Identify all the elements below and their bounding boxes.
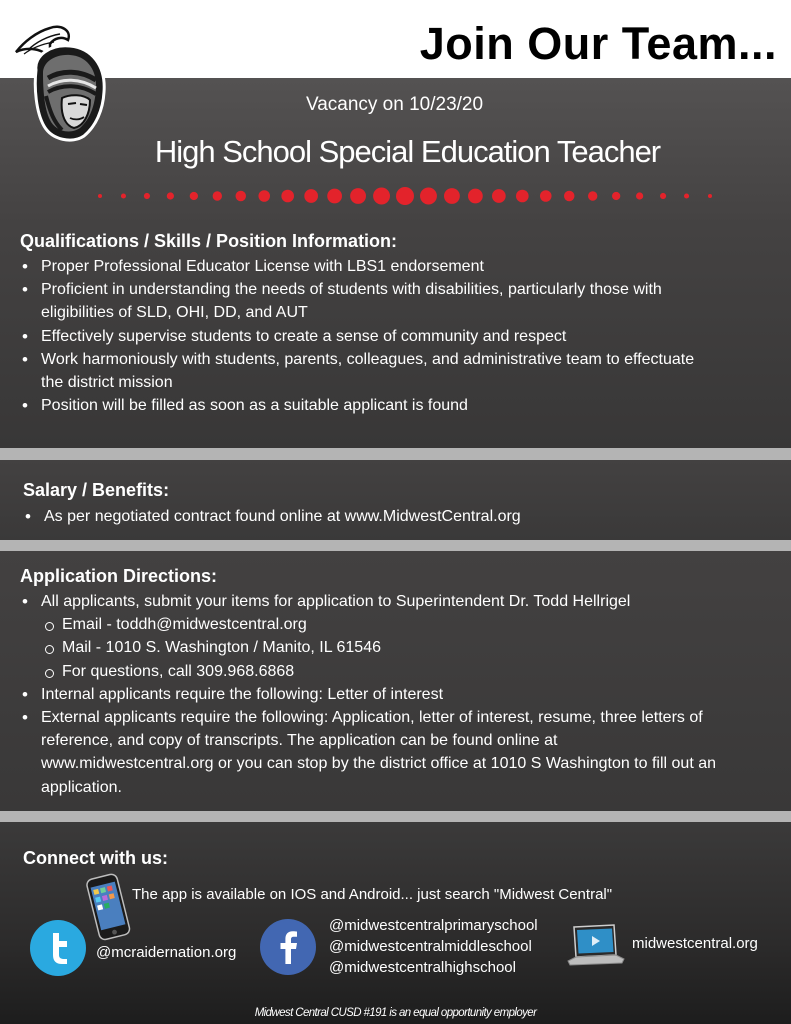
app-availability-text: The app is available on IOS and Android... just search "Midwest Central" (132, 886, 613, 903)
website-link[interactable]: midwestcentral.org (632, 935, 758, 952)
vacancy-date: Vacancy on 10/23/20 (305, 94, 484, 115)
email-item: Email - toddh@midwestcentral.org (41, 613, 730, 636)
list-item (20, 590, 730, 683)
decorative-dot (281, 190, 294, 203)
laptop-icon (564, 921, 626, 973)
decorative-dot (492, 189, 506, 203)
smartphone-icon (80, 872, 136, 944)
salary-heading: Salary / Benefits: (23, 480, 170, 500)
decorative-dot (327, 189, 342, 204)
divider (0, 448, 791, 460)
facebook-icon[interactable] (259, 918, 317, 976)
decorative-dot (708, 194, 712, 198)
application-intro: All applicants, submit your items for application to Superintendent Dr. Todd Hellrigel (41, 593, 631, 610)
mail-item: Mail - 1010 S. Washington / Manito, IL 61546 (41, 636, 730, 659)
decorative-dot (660, 193, 666, 199)
list-item: • Effectively supervise students to create a sense of community and respect (20, 325, 720, 348)
decorative-dot (236, 191, 246, 201)
decorative-dot (213, 191, 222, 200)
footer-disclaimer: Midwest Central CUSD #191 is an equal opportunity employer (254, 1007, 537, 1019)
facebook-handles (329, 915, 538, 978)
decorative-dot (121, 193, 126, 198)
decorative-dot (684, 193, 689, 198)
list-item: • Proper Professional Educator License with LBS1 endorsement (20, 255, 720, 278)
qualifications-heading: Qualifications / Skills / Position Information: (20, 231, 398, 251)
decorative-dot (540, 190, 552, 202)
list-item: • Proficient in understanding the needs of students with disabilities, particularly those with eligibilities of SLD, OHI, DD, and AUT (20, 278, 720, 324)
decorative-dot (444, 188, 460, 204)
list-item: • Work harmoniously with students, parents, colleagues, and administrative team to effectuate the district mission (20, 348, 720, 394)
decorative-dot (98, 194, 102, 198)
contact-sublist (41, 613, 730, 683)
facebook-handle-high[interactable]: @midwestcentralhighschool (329, 959, 516, 976)
decorative-dot (612, 192, 620, 200)
decorative-dot (304, 189, 318, 203)
list-item: • As per negotiated contract found online at www.MidwestCentral.org (23, 505, 723, 528)
application-list (20, 590, 730, 799)
decorative-dot (167, 192, 174, 199)
decorative-dot (396, 187, 414, 205)
application-heading: Application Directions: (20, 566, 218, 586)
decorative-dot (516, 190, 529, 203)
salary-list (23, 505, 723, 528)
decorative-dot (190, 192, 198, 200)
decorative-dot (350, 188, 366, 204)
decorative-dot (144, 193, 150, 199)
decorative-dot (373, 188, 390, 205)
list-item: • Internal applicants require the following: Letter of interest (20, 683, 730, 706)
divider (0, 540, 791, 551)
decorative-dot (636, 192, 643, 199)
qualifications-list (20, 255, 720, 417)
decorative-dot (588, 191, 597, 200)
connect-heading: Connect with us: (23, 848, 168, 868)
twitter-icon[interactable] (29, 919, 87, 977)
decorative-dot-divider (92, 184, 718, 208)
list-item: • External applicants require the following: Application, letter of interest, resume, three letters of reference, and copy of transcripts. The application can be found online at www.midwestcentral.org or you can stop by the district office at 1010 S Washington to fill out an application. (20, 706, 730, 799)
decorative-dot (258, 190, 270, 202)
job-title: High School Special Education Teacher (154, 134, 661, 169)
decorative-dot (564, 191, 574, 201)
list-item: • Position will be filled as soon as a suitable applicant is found (20, 394, 720, 417)
decorative-dot (420, 188, 437, 205)
twitter-handle[interactable]: @mcraidernation.org (96, 944, 237, 961)
facebook-handle-middle[interactable]: @midwestcentralmiddleschool (329, 938, 532, 955)
divider (0, 811, 791, 822)
knight-mascot-logo (10, 18, 114, 146)
decorative-dot (468, 189, 483, 204)
phone-item: For questions, call 309.968.6868 (41, 660, 730, 683)
page-headline: Join Our Team... (419, 18, 777, 69)
facebook-handle-primary[interactable]: @midwestcentralprimaryschool (329, 917, 538, 934)
